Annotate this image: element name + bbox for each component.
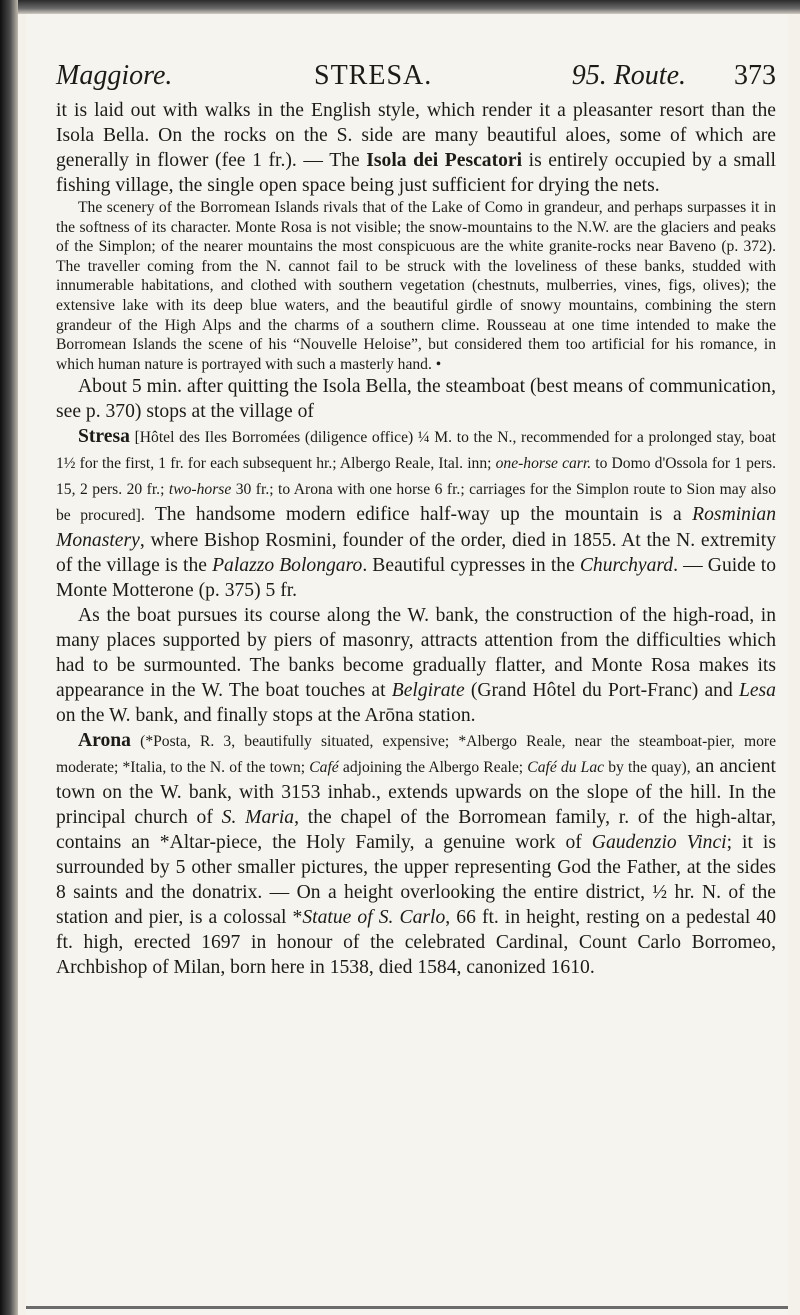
paragraph: As the boat pursues its course along the W. bank, the construction of the high-road, in many places supported by piers of masonry, attracts attention from the difficulties which had to be surmounted. The banks become gradually flatter, and Monte Rosa makes its appearance in the W. The boat touches at Belgirate (Grand Hôtel du Port-Franc) and Lesa on the W. bank, and finally stops at the Arōna station. bbox=[56, 605, 776, 727]
page-bottom-edge bbox=[26, 1306, 788, 1309]
italic-term: Churchyard bbox=[579, 555, 674, 577]
italic-term: Belgirate bbox=[391, 680, 465, 702]
paragraph: Stresa [Hôtel des Iles Borromées (diligence office) ¼ M. to the N., recommended for a prolonged stay, boat 1½ for the first, 1 fr. for each subsequent hr.; Albergo Reale, Ital. inn; one-horse carr. to Domo d'Ossola for 1 pers. 15, 2 pers. 20 fr.; two-horse 30 fr.; to Arona with one horse 6 fr.; carriages for the Simplon route to Sion may also be procured]. The handsome modern edifice half-way up the mountain is a Rosminian Monastery, where Bishop Rosmini, founder of the order, died in 1855. At the N. extremity of the village is the Palazzo Bolongaro. Beautiful cypresses in the Churchyard. — Guide to Monte Motterone (p. 375) 5 fr. bbox=[56, 426, 777, 602]
italic-term: Café du Lac bbox=[527, 759, 605, 777]
italic-term: Gaudenzio Vinci bbox=[591, 832, 727, 854]
italic-term: two-horse bbox=[168, 481, 232, 499]
bold-term: Stresa bbox=[78, 426, 130, 448]
book-gutter bbox=[0, 0, 18, 1315]
paragraph: The scenery of the Borromean Islands rivals that of the Lake of Como in grandeur, and perhaps surpasses it in the softness of its character. Monte Rosa is not visible; the snow-mountains to the N.W. are the glaciers and peaks of the Simplon; of the nearer mountains the most conspicuous are the white granite-rocks near Baveno (p. 372). The traveller coming from the N. cannot fail to be struck with the loveliness of these banks, studded with innumerable habitations, and clothed with southern vegetation (chestnuts, mulberries, vines, figs, olives); the extensive lake with its deep blue waters, and the beautiful girdle of snowy mountains, combining the stern grandeur of the High Alps and the charms of a southern clime. Rousseau at one time intended to make the Borromean Islands the scene of his “Nouvelle Heloise”, but considered them too artificial for his romance, in which human nature is portrayed with such a masterly hand. • bbox=[56, 199, 776, 373]
paragraph: it is laid out with walks in the English style, which render it a pleasanter resort than the Isola Bella. On the rocks on the S. side are many beautiful aloes, some of which are generally in flower (fee 1 fr.). — The Isola dei Pescatori is entirely occupied by a small fishing village, the single open space being just sufficient for drying the nets. bbox=[56, 100, 776, 196]
small-print-note: (*Posta, R. 3, beautifully situated, expensive; *Albergo Reale, near the steamboat-pier, more moderate; *Italia, to the N. of the town; Café adjoining the Albergo Reale; Café du Lac by the quay), bbox=[56, 733, 776, 777]
running-head-left: Maggiore. bbox=[56, 60, 173, 91]
italic-term: Lesa bbox=[738, 680, 776, 702]
running-head bbox=[56, 60, 776, 94]
bold-term: Arona bbox=[78, 730, 131, 752]
small-print-note: [Hôtel des Iles Borromées (diligence office) ¼ M. to the N., recommended for a prolonged stay, boat 1½ for the first, 1 fr. for each subsequent hr.; Albergo Reale, Ital. inn; one-horse carr. to Domo d'Ossola for 1 pers. 15, 2 pers. 20 fr.; two-horse 30 fr.; to Arona with one horse 6 fr.; carriages for the Simplon route to Sion may also be procured]. bbox=[56, 429, 777, 525]
italic-term: Statue of S. Carlo bbox=[302, 907, 446, 929]
bold-term: Isola dei Pescatori bbox=[366, 150, 523, 171]
page-number: 373 bbox=[734, 60, 776, 91]
italic-term: Palazzo Bolongaro bbox=[212, 555, 363, 577]
body-text bbox=[56, 98, 776, 980]
italic-term: Café bbox=[309, 759, 339, 777]
page-top-edge bbox=[0, 0, 800, 14]
running-head-center: STRESA. bbox=[314, 60, 433, 91]
italic-term: S. Maria bbox=[221, 807, 295, 829]
running-head-route: 95. Route. bbox=[571, 60, 686, 91]
italic-term: one-horse carr. bbox=[495, 455, 592, 473]
paragraph: About 5 min. after quitting the Isola Bella, the steamboat (best means of communication, see p. 370) stops at the village of bbox=[56, 376, 776, 423]
paragraph: Arona (*Posta, R. 3, beautifully situated, expensive; *Albergo Reale, near the steamboat-pier, more moderate; *Italia, to the N. of the town; Café adjoining the Albergo Reale; Café du Lac by the quay), an ancient town on the W. bank, with 3153 inhab., extends upwards on the slope of the hill. In the principal church of S. Maria, the chapel of the Borromean family, r. of the high-altar, contains an *Altar-piece, the Holy Family, a genuine work of Gaudenzio Vinci; it is surrounded by 5 other smaller pictures, the upper representing God the Father, at the sides 8 saints and the donatrix. — On a height overlooking the entire district, ½ hr. N. of the station and pier, is a colossal *Statue of S. Carlo, 66 ft. in height, resting on a pedestal 40 ft. high, erected 1697 in honour of the celebrated Cardinal, Count Carlo Borromeo, Archbishop of Milan, born here in 1538, died 1584, canonized 1610. bbox=[56, 730, 776, 979]
italic-term: Rosminian Monastery bbox=[56, 504, 776, 552]
